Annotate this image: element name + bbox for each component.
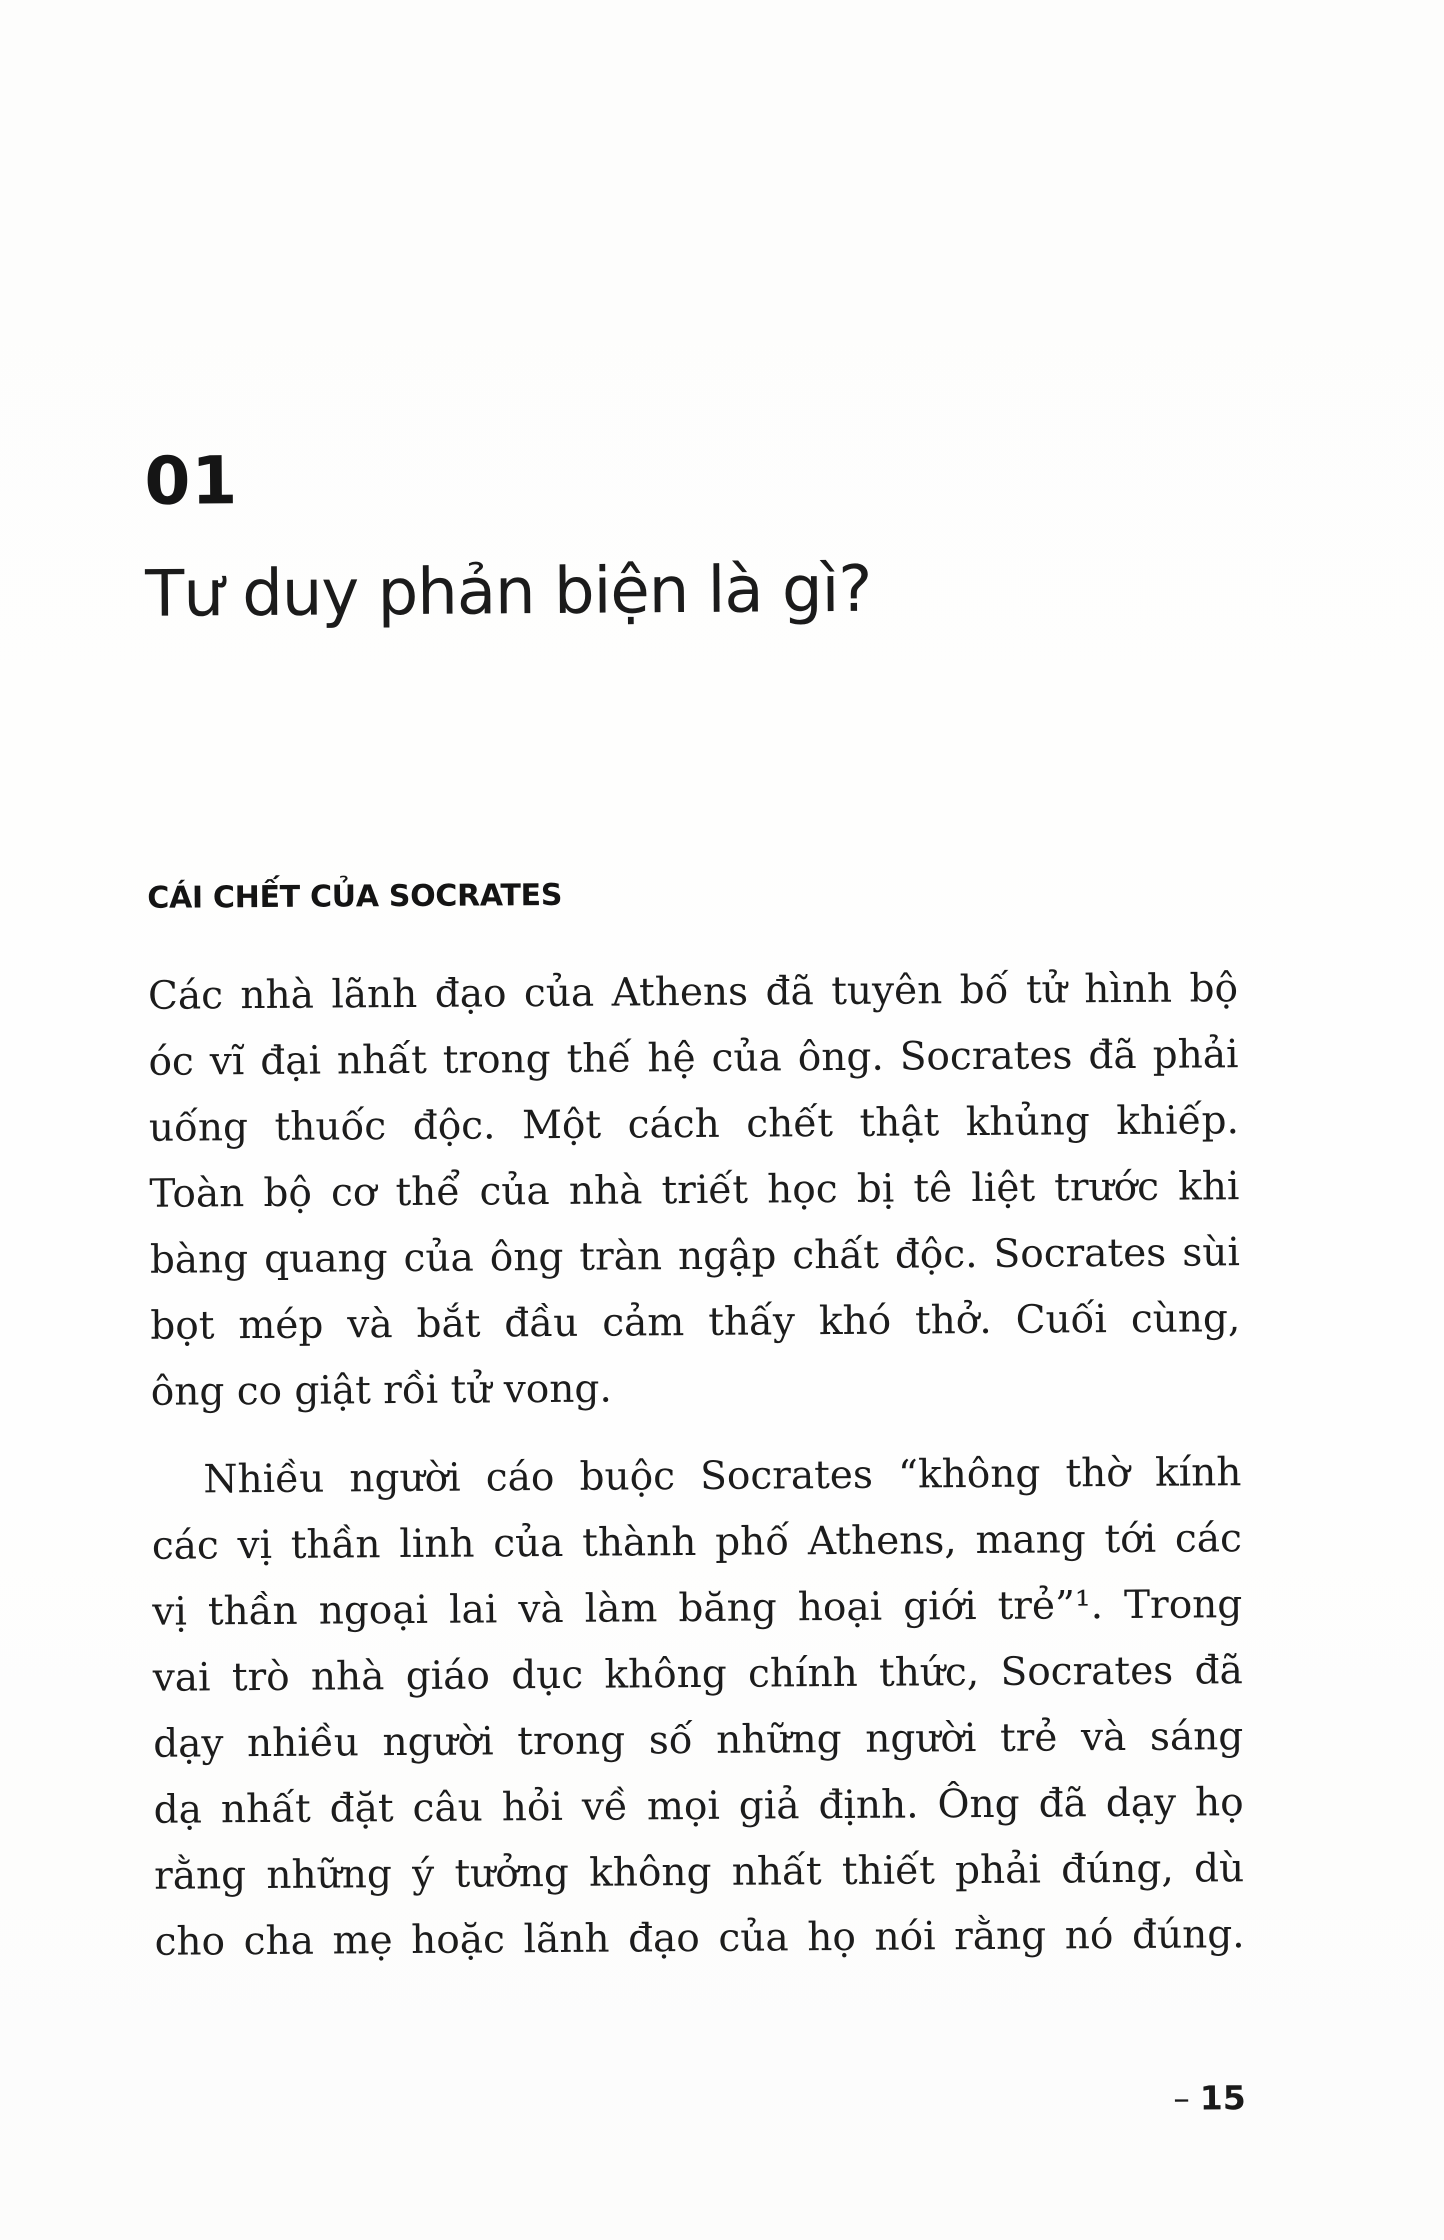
text-line: Nhiều người cáo buộc Socrates “không thờ kính — [203, 1449, 1242, 1503]
text-line: ông co giật rồi tử vong. — [150, 1366, 612, 1415]
chapter-number: 01 — [144, 442, 239, 520]
text-line: các vị thần linh của thành phố Athens, mang tới các — [151, 1515, 1242, 1569]
chapter-title: Tư duy phản biện là gì? — [144, 552, 872, 632]
page-number-dash: – — [1173, 2078, 1190, 2118]
text-line: dạ nhất đặt câu hỏi về mọi giả định. Ông đã dạy họ — [153, 1779, 1244, 1833]
text-line: bàng quang của ông tràn ngập chất độc. Socrates sùi — [149, 1229, 1240, 1283]
text-line: vị thần ngoại lai và làm băng hoại giới trẻ”¹. Trong — [152, 1581, 1243, 1635]
text-line: bọt mép và bắt đầu cảm thấy khó thở. Cuối cùng, — [150, 1295, 1241, 1349]
paragraph — [151, 1440, 1245, 1976]
page-footer — [156, 2077, 1246, 2124]
paragraph — [148, 956, 1241, 1426]
text-line: Các nhà lãnh đạo của Athens đã tuyên bố tử hình bộ — [147, 965, 1239, 1019]
text-line: dạy nhiều người trong số những người trẻ và sáng — [153, 1713, 1244, 1767]
text-line: uống thuốc độc. Một cách chết thật khủng khiếp. — [148, 1097, 1240, 1151]
section-heading: CÁI CHẾT CỦA SOCRATES — [147, 877, 563, 916]
page-number: 15 — [1199, 2077, 1246, 2118]
text-line: cho cha mẹ hoặc lãnh đạo của họ nói rằng nó đúng. — [154, 1911, 1245, 1965]
text-line: rằng những ý tưởng không nhất thiết phải đúng, dù — [154, 1845, 1245, 1899]
text-line: vai trò nhà giáo dục không chính thức, Socrates đã — [152, 1647, 1243, 1701]
text-line: Toàn bộ cơ thể của nhà triết học bị tê liệt trước khi — [149, 1163, 1240, 1217]
body-text — [148, 956, 1245, 1976]
page-content — [141, 0, 1246, 2124]
text-line: óc vĩ đại nhất trong thế hệ của ông. Socrates đã phải — [148, 1031, 1239, 1085]
